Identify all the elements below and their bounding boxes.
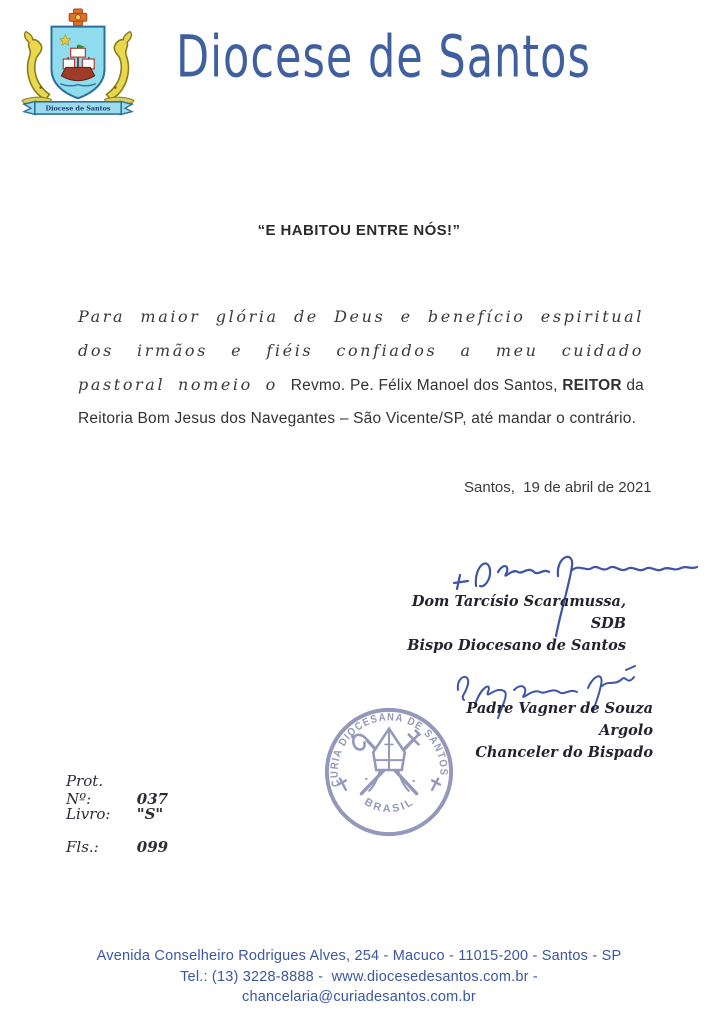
- fls-value: 099: [136, 838, 169, 856]
- prot-value: 037: [136, 790, 169, 808]
- page-title: Diocese de Santos: [176, 24, 591, 91]
- signature-block-bishop: [404, 591, 626, 657]
- signer-name: Padre Vagner de Souza Argolo: [466, 700, 653, 739]
- body-script-part: Para maior glória de Deus e benefício espiritual dos irmãos e fiéis confiados a meu cuidado pastoral nomeio o: [78, 307, 644, 394]
- livro-label: Livro:: [66, 805, 111, 823]
- fls-label: Fls.:: [66, 838, 99, 856]
- letter-body: [78, 300, 644, 435]
- stamp-top-text: CURIA DIOCESANA DE SANTOS: [328, 711, 450, 788]
- letter-heading: “E HABITOU ENTRE NÓS!”: [257, 222, 461, 239]
- crest-cross-icon: [69, 9, 87, 26]
- footer-phone-website: Tel.: (13) 3228-8888 - www.diocesedesantos.com.br -: [180, 968, 538, 985]
- protocol-row: [66, 838, 168, 871]
- livro-value: "S": [136, 805, 164, 823]
- body-tail-part: da Reitoria Bom Jesus dos Navegantes – São Vicente/SP, até mandar o contrário.: [78, 377, 644, 427]
- stamp-bottom-text: BRASIL: [362, 795, 417, 816]
- crest-fish-right-icon: [106, 32, 131, 100]
- footer-address: Avenida Conselheiro Rodrigues Alves, 254 - Macuco - 11015-200 - Santos - SP: [96, 948, 622, 964]
- curia-stamp: [320, 703, 458, 841]
- body-bold-part: REITOR: [562, 377, 622, 394]
- protocol-block: [66, 772, 168, 871]
- diocese-coat-of-arms: [14, 8, 142, 118]
- crest-banner: [24, 101, 132, 114]
- signer-title: Bispo Diocesano de Santos: [407, 637, 626, 654]
- signer-name: Dom Tarcísio Scaramussa, SDB: [411, 593, 626, 632]
- dateline: Santos, 19 de abril de 2021: [464, 479, 652, 496]
- crest-banner-text: Diocese de Santos: [45, 104, 111, 113]
- stamp-cross-right-icon: [428, 777, 442, 792]
- crest-fish-left-icon: [25, 32, 50, 100]
- protocol-row: [66, 805, 168, 838]
- svg-text:BRASIL: [362, 795, 417, 815]
- footer-email: chancelaria@curiadesantos.com.br: [242, 989, 476, 1005]
- body-intro-part: Revmo. Pe. Félix Manoel dos Santos,: [290, 377, 563, 394]
- protocol-row: [66, 772, 169, 808]
- prot-label: Prot. Nº:: [66, 772, 104, 808]
- stamp-mitre-icon: [351, 729, 420, 794]
- letter-footer: [0, 946, 718, 1008]
- signer-title: Chanceler do Bispado: [475, 744, 653, 761]
